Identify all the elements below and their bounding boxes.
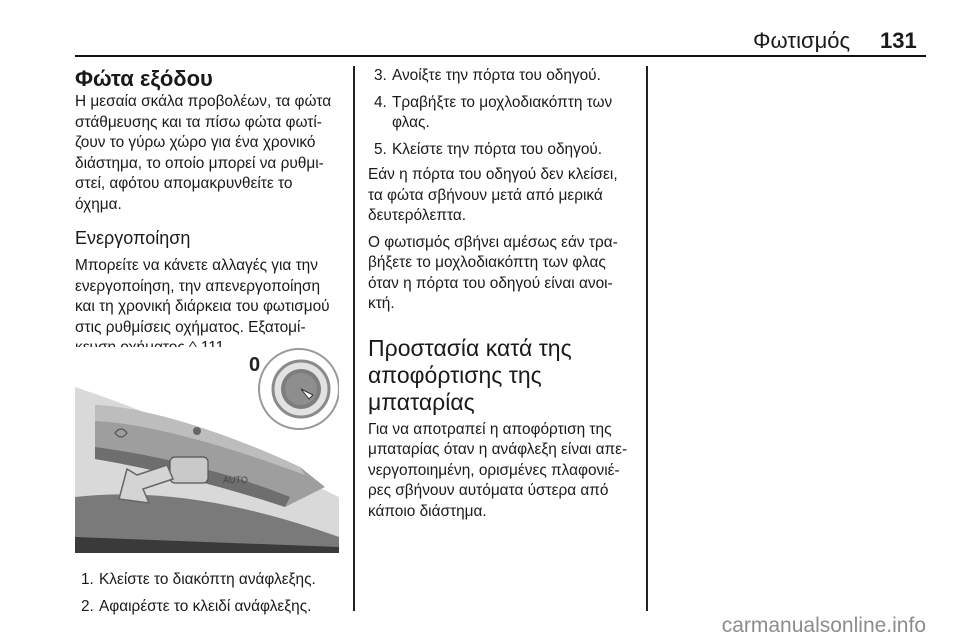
ignition-key-zero-icon: [249, 349, 339, 429]
battery-paragraph: Για να αποτραπεί η αποφόρτιση της μπαταρίας όταν η ανάφλεξη είναι απε- νεργοποιημένη, ορισμένες πλαφονιέ- ρες σβήνουν αυτόματα ύστερα από κάποιο διάστημα.: [368, 420, 628, 520]
column-divider-left: [353, 66, 355, 611]
activation-paragraph: Μπορείτε να κάνετε αλλαγές για την ενεργοποίηση, την απενεργοποίηση και τη χρονική διάρκεια του φωτισμού στις ρυθμίσεις οχήματος. Εξατομί-: [75, 257, 330, 336]
subheading-activation: Ενεργοποίηση: [75, 228, 191, 248]
section-title-battery-protection: Προστασία κατά της αποφόρτισης της μπαταρίας: [368, 334, 572, 415]
section-title-exit-lights: Φώτα εξόδου: [75, 66, 213, 91]
door-open-paragraph: Εάν η πόρτα του οδηγού δεν κλείσει, τα φώτα σβήνουν μετά από μερικά δευτερόλεπτα.: [368, 166, 618, 224]
page-header: [0, 28, 960, 56]
step-item: 3. Ανοίξτε την πόρτα του οδηγού.: [374, 67, 601, 84]
step-item: 4. Τραβήξτε το μοχλοδιακόπτη των φλας.: [374, 93, 613, 131]
intro-paragraph: Η μεσαία σκάλα προβολέων, τα φώτα στάθμευσης και τα πίσω φώτα φωτί- ζουν το γύρω χώρο για ένα χρονικό διάστημα, το οποίο μπορεί να ρυθμι- στεί, αφότου απομακρυνθείτε το όχημα.: [75, 93, 332, 213]
step-item: 1. Κλείστε το διακόπτη ανάφλεξης.: [81, 571, 316, 588]
steps-list-1: [75, 570, 347, 617]
lights-off-paragraph: Ο φωτισμός σβήνει αμέσως εάν τρα- βήξετε το μοχλοδιακόπτη των φλας όταν η πόρτα του οδηγού είναι ανοι- κτή.: [368, 233, 618, 312]
header-rule: [75, 55, 926, 57]
steps-list-2: [368, 66, 644, 160]
chapter-title: Φωτισμός: [753, 28, 851, 53]
left-column: [75, 66, 347, 359]
zero-position-label: 0: [249, 354, 261, 376]
left-steps: [75, 570, 347, 623]
step-item: 2. Αφαιρέστε το κλειδί ανάφλεξης.: [81, 597, 312, 615]
watermark: carmanualsonline.info: [721, 614, 926, 637]
step-item: 5. Κλείστε την πόρτα του οδηγού.: [374, 140, 603, 158]
column-divider-right: [646, 66, 648, 611]
light-switch-illustration: [75, 347, 339, 553]
page-number: 131: [880, 28, 917, 53]
svg-text:AUTO: AUTO: [223, 475, 248, 485]
right-column: [368, 66, 644, 522]
light-switch-figure: [75, 347, 339, 553]
